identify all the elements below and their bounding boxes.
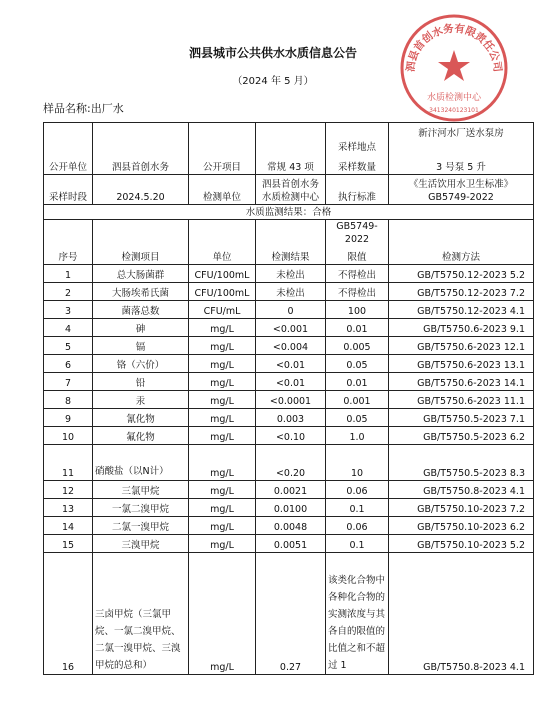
- result-banner: 水质监测结果：合格: [44, 205, 534, 220]
- row-value: 未检出: [256, 283, 326, 301]
- row-unit: mg/L: [189, 445, 256, 481]
- row-item: 二氯一溴甲烷: [93, 517, 189, 535]
- row-item: 砷: [93, 319, 189, 337]
- row-unit: mg/L: [189, 535, 256, 553]
- col-no: 序号: [44, 220, 93, 265]
- site-value: 新汴河水厂送水泵房: [418, 128, 504, 139]
- row-item: 大肠埃希氏菌: [93, 283, 189, 301]
- row-value: <0.01: [256, 355, 326, 373]
- row-limit: 0.05: [326, 355, 389, 373]
- row-item: 铅: [93, 373, 189, 391]
- company-seal: [398, 12, 510, 124]
- col-limit: GB5749-2022 限值: [326, 220, 389, 265]
- row-value: <0.0001: [256, 391, 326, 409]
- row-limit: 0.06: [326, 517, 389, 535]
- row-limit: 0.005: [326, 337, 389, 355]
- row-method: GB/T5750.12-2023 7.2: [389, 283, 534, 301]
- row-value: 0.0051: [256, 535, 326, 553]
- row-unit: mg/L: [189, 391, 256, 409]
- table-row: [44, 319, 534, 337]
- row-no: 2: [44, 283, 93, 301]
- row-limit: 0.1: [326, 499, 389, 517]
- std-label: 执行标准: [326, 175, 389, 205]
- row-method: GB/T5750.12-2023 5.2: [389, 265, 534, 283]
- row-method: GB/T5750.5-2023 6.2: [389, 427, 534, 445]
- row-unit: mg/L: [189, 553, 256, 675]
- table-row: [44, 517, 534, 535]
- table-row: [44, 553, 534, 675]
- row-unit: CFU/mL: [189, 301, 256, 319]
- lab-value: 泗县首创水务 水质检测中心: [256, 175, 326, 205]
- row-value: <0.004: [256, 337, 326, 355]
- publisher: 泗县首创水务: [93, 123, 189, 175]
- sample-name: 样品名称:出厂水: [43, 102, 124, 115]
- row-unit: CFU/100mL: [189, 283, 256, 301]
- row-value: 0.003: [256, 409, 326, 427]
- row-value: 0.0048: [256, 517, 326, 535]
- col-item: 检测项目: [93, 220, 189, 265]
- row-no: 9: [44, 409, 93, 427]
- row-limit: 10: [326, 445, 389, 481]
- water-quality-table: [43, 122, 534, 675]
- row-item: 三卤甲烷（三氯甲烷、一氯二溴甲烷、二氯一溴甲烷、三溴甲烷的总和）: [93, 553, 189, 675]
- row-method: GB/T5750.10-2023 7.2: [389, 499, 534, 517]
- svg-text:水质检测中心: 水质检测中心: [426, 93, 482, 103]
- row-unit: mg/L: [189, 319, 256, 337]
- row-unit: mg/L: [189, 517, 256, 535]
- row-item: 三氯甲烷: [93, 481, 189, 499]
- row-unit: mg/L: [189, 409, 256, 427]
- table-row: [44, 535, 534, 553]
- report-period: （2024 年 5 月）: [232, 76, 314, 87]
- row-value: <0.001: [256, 319, 326, 337]
- publisher-label: 公开单位: [44, 123, 93, 175]
- table-row: [44, 445, 534, 481]
- row-method: GB/T5750.10-2023 5.2: [389, 535, 534, 553]
- row-no: 16: [44, 553, 93, 675]
- row-value: <0.10: [256, 427, 326, 445]
- svg-text:3413240123101: 3413240123101: [429, 107, 479, 114]
- row-no: 7: [44, 373, 93, 391]
- row-no: 11: [44, 445, 93, 481]
- items-value: 常规 43 项: [256, 123, 326, 175]
- row-value: 0.0100: [256, 499, 326, 517]
- items-label: 公开项目: [189, 123, 256, 175]
- row-limit: 不得检出: [326, 283, 389, 301]
- row-unit: mg/L: [189, 355, 256, 373]
- row-no: 14: [44, 517, 93, 535]
- row-value: <0.01: [256, 373, 326, 391]
- row-no: 15: [44, 535, 93, 553]
- row-method: GB/T5750.6-2023 9.1: [389, 319, 534, 337]
- table-row: [44, 499, 534, 517]
- row-limit: 0.06: [326, 481, 389, 499]
- row-no: 8: [44, 391, 93, 409]
- svg-text:泗县首创水务有限责任公司: 泗县首创水务有限责任公司: [404, 22, 504, 73]
- page-title: 泗县城市公共供水水质信息公告: [188, 46, 357, 60]
- site-qty-value: [389, 123, 534, 175]
- table-row: [44, 265, 534, 283]
- row-item: 氰化物: [93, 409, 189, 427]
- row-method: GB/T5750.6-2023 13.1: [389, 355, 534, 373]
- row-value: 0: [256, 301, 326, 319]
- row-unit: mg/L: [189, 337, 256, 355]
- row-limit: 不得检出: [326, 265, 389, 283]
- row-item: 氟化物: [93, 427, 189, 445]
- row-no: 13: [44, 499, 93, 517]
- row-no: 3: [44, 301, 93, 319]
- table-row: [44, 337, 534, 355]
- row-limit: 0.1: [326, 535, 389, 553]
- table-row: [44, 283, 534, 301]
- row-no: 5: [44, 337, 93, 355]
- row-unit: mg/L: [189, 427, 256, 445]
- row-method: GB/T5750.8-2023 4.1: [389, 481, 534, 499]
- site-label: 采样地点: [337, 142, 376, 153]
- table-row: [44, 391, 534, 409]
- qty-label: 采样数量: [337, 162, 376, 173]
- row-no: 10: [44, 427, 93, 445]
- table-row: [44, 481, 534, 499]
- std-value: 《生活饮用水卫生标准》 GB5749-2022: [389, 175, 534, 205]
- row-item: 三溴甲烷: [93, 535, 189, 553]
- row-method: GB/T5750.12-2023 4.1: [389, 301, 534, 319]
- row-method: GB/T5750.6-2023 12.1: [389, 337, 534, 355]
- col-value: 检测结果: [256, 220, 326, 265]
- row-item: 汞: [93, 391, 189, 409]
- row-method: GB/T5750.10-2023 6.2: [389, 517, 534, 535]
- row-limit: 0.01: [326, 373, 389, 391]
- table-row: [44, 373, 534, 391]
- row-item: 镉: [93, 337, 189, 355]
- row-method: GB/T5750.5-2023 7.1: [389, 409, 534, 427]
- row-item: 硝酸盐（以N计）: [93, 445, 189, 481]
- row-limit: 0.05: [326, 409, 389, 427]
- row-item: 菌落总数: [93, 301, 189, 319]
- lab-label: 检测单位: [189, 175, 256, 205]
- row-item: 总大肠菌群: [93, 265, 189, 283]
- row-limit: 100: [326, 301, 389, 319]
- table-row: [44, 409, 534, 427]
- site-qty-label: [326, 123, 389, 175]
- table-row: [44, 427, 534, 445]
- row-value: 0.0021: [256, 481, 326, 499]
- table-row: [44, 355, 534, 373]
- row-method: GB/T5750.6-2023 14.1: [389, 373, 534, 391]
- time-label: 采样时段: [44, 175, 93, 205]
- row-item: 一氯二溴甲烷: [93, 499, 189, 517]
- row-unit: CFU/100mL: [189, 265, 256, 283]
- row-limit: 0.01: [326, 319, 389, 337]
- row-unit: mg/L: [189, 373, 256, 391]
- row-method: GB/T5750.5-2023 8.3: [389, 445, 534, 481]
- row-value: 未检出: [256, 265, 326, 283]
- row-no: 1: [44, 265, 93, 283]
- row-unit: mg/L: [189, 499, 256, 517]
- time-value: 2024.5.20: [93, 175, 189, 205]
- row-limit: 0.001: [326, 391, 389, 409]
- row-method: GB/T5750.8-2023 4.1: [389, 553, 534, 675]
- col-unit: 单位: [189, 220, 256, 265]
- row-value: 0.27: [256, 553, 326, 675]
- row-no: 4: [44, 319, 93, 337]
- row-unit: mg/L: [189, 481, 256, 499]
- row-limit: 1.0: [326, 427, 389, 445]
- table-row: [44, 301, 534, 319]
- col-method: 检测方法: [389, 220, 534, 265]
- row-value: <0.20: [256, 445, 326, 481]
- row-no: 6: [44, 355, 93, 373]
- star-icon: [438, 50, 470, 81]
- row-no: 12: [44, 481, 93, 499]
- row-method: GB/T5750.6-2023 11.1: [389, 391, 534, 409]
- row-item: 铬（六价）: [93, 355, 189, 373]
- qty-value: 3 号泵 5 升: [436, 162, 486, 173]
- row-limit: 该类化合物中各种化合物的实测浓度与其各自的限值的比值之和不超过 1: [326, 553, 389, 675]
